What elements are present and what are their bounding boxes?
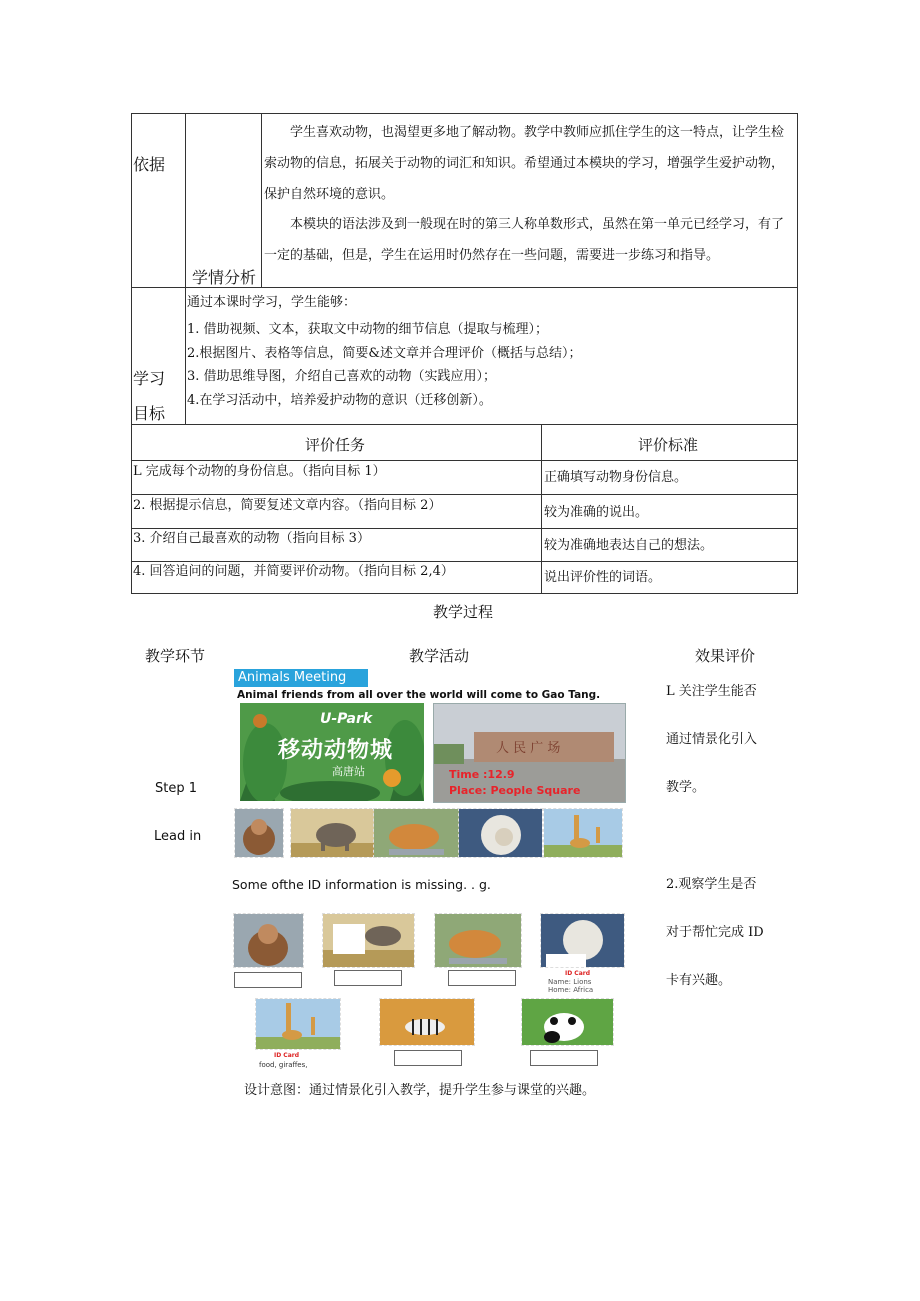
monkey-icon bbox=[235, 809, 283, 857]
animals-meeting-banner: Animals Meeting bbox=[234, 669, 368, 687]
eval-note-line: 对于帮忙完成 ID bbox=[666, 925, 764, 940]
process-title: 教学过程 bbox=[433, 603, 494, 621]
eval-note-line: L 关注学生能否 bbox=[666, 684, 757, 699]
eval-note-line: 教学。 bbox=[666, 780, 706, 795]
giraffe-icon bbox=[256, 999, 340, 1049]
id-answer-box[interactable] bbox=[394, 1050, 462, 1066]
lion-image bbox=[540, 913, 625, 968]
elephant-icon bbox=[291, 809, 376, 857]
id-answer-box[interactable] bbox=[234, 972, 302, 988]
panda-icon bbox=[522, 999, 613, 1045]
id-answer-box[interactable] bbox=[530, 1050, 598, 1066]
elephant-image bbox=[322, 913, 415, 968]
slide2-caption: Some ofthe ID information is missing. . g. bbox=[232, 877, 491, 892]
step-number: Step 1 bbox=[155, 781, 198, 796]
poster-subtitle: 高唐站 bbox=[332, 765, 365, 778]
col-eval-header: 效果评价 bbox=[695, 647, 756, 665]
plaza-sign: 人 民 广 场 bbox=[496, 741, 561, 756]
tiger-image bbox=[373, 808, 460, 858]
zebra-image bbox=[379, 998, 475, 1046]
goal-item: 1. 借助视频、文本，获取文中动物的细节信息（提取与梳理）； bbox=[187, 322, 549, 337]
place-label: Place: People Square bbox=[449, 784, 581, 797]
eval-standard-cell: 较为准确的说出。 bbox=[544, 505, 649, 520]
eval-task-cell: L 完成每个动物的身份信息。（指向目标 1） bbox=[133, 464, 386, 479]
goals-label-line1: 学习 bbox=[133, 369, 166, 388]
eval-standard-header: 评价标准 bbox=[638, 436, 699, 454]
tiger-icon bbox=[435, 914, 521, 967]
elephant-image bbox=[290, 808, 377, 858]
panda-image bbox=[521, 998, 614, 1046]
time-label: Time :12.9 bbox=[449, 768, 515, 781]
goal-item: 3. 借助思维导图，介绍自己喜欢的动物（实践应用）； bbox=[187, 369, 497, 384]
giraffe-image bbox=[255, 998, 341, 1050]
goal-item: 2.根据图片、表格等信息，简要&述文章并合理评价（概括与总结）； bbox=[187, 346, 582, 361]
eval-task-cell: 2. 根据提示信息，简要复述文章内容。（指向目标 2） bbox=[133, 498, 442, 513]
step-name: Lead in bbox=[154, 829, 202, 844]
eval-note-line: 通过情景化引入 bbox=[666, 732, 758, 747]
tiger-icon bbox=[374, 809, 459, 857]
analysis-paragraph-1: 学生喜欢动物，也渴望更多地了解动物。教学中教师应抓住学生的这一特点，让学生检索动物的信息，拓展关于动物的词汇和知识。希望通过本模块的学习，增强学生爱护动物，保护自然环境的意识。 bbox=[264, 125, 785, 202]
monkey-image bbox=[233, 913, 304, 968]
id-answer-box[interactable] bbox=[334, 970, 402, 986]
elephant-icon bbox=[323, 914, 414, 967]
id-card-line: Name: Lions bbox=[548, 978, 592, 986]
tiger-image bbox=[434, 913, 522, 968]
zoo-poster-image bbox=[240, 703, 424, 801]
id-card-line: food, giraffes, bbox=[259, 1061, 308, 1069]
eval-note-line: 卡有兴趣。 bbox=[666, 973, 732, 988]
people-square-image bbox=[433, 703, 626, 803]
col-activity-header: 教学活动 bbox=[409, 647, 470, 665]
poster-brand: U-Park bbox=[320, 711, 373, 727]
goals-label-line2: 目标 bbox=[133, 404, 166, 423]
analysis-paragraph-2: 本模块的语法涉及到一般现在时的第三人称单数形式，虽然在第一单元已经学习，有了一定的基础，但是，学生在运用时仍然存在一些问题，需要进一步练习和指导。 bbox=[264, 217, 785, 263]
slide1-caption: Animal friends from all over the world will come to Gao Tang. bbox=[237, 689, 601, 701]
lion-icon bbox=[459, 809, 542, 857]
student-analysis-label: 学情分析 bbox=[192, 268, 257, 287]
basis-label: 依据 bbox=[133, 155, 166, 174]
giraffe-image bbox=[543, 808, 623, 858]
id-card-line: Home: Africa bbox=[548, 986, 594, 994]
eval-standard-cell: 正确填写动物身份信息。 bbox=[544, 470, 688, 485]
zebra-icon bbox=[380, 999, 474, 1045]
id-card-title: ID Card bbox=[274, 1052, 300, 1059]
eval-task-cell: 3. 介绍自己最喜欢的动物（指向目标 3） bbox=[133, 531, 370, 546]
goal-item: 4.在学习活动中，培养爱护动物的意识（迁移创新）。 bbox=[187, 393, 492, 408]
monkey-image bbox=[234, 808, 284, 858]
monkey-icon bbox=[234, 914, 303, 967]
eval-task-cell: 4. 回答追问的问题，并简要评价动物。（指向目标 2,4） bbox=[133, 564, 454, 579]
goals-intro: 通过本课时学习，学生能够： bbox=[187, 295, 357, 310]
eval-task-header: 评价任务 bbox=[305, 436, 366, 454]
giraffe-icon bbox=[544, 809, 622, 857]
eval-note-line: 2.观察学生是否 bbox=[666, 877, 757, 892]
lion-icon bbox=[541, 914, 624, 967]
poster-title: 移动动物城 bbox=[278, 738, 394, 763]
id-card-title: ID Card bbox=[565, 970, 591, 977]
id-answer-box[interactable] bbox=[448, 970, 516, 986]
eval-standard-cell: 较为准确地表达自己的想法。 bbox=[544, 538, 714, 553]
eval-standard-cell: 说出评价性的词语。 bbox=[544, 570, 662, 585]
col-step-header: 教学环节 bbox=[145, 647, 206, 665]
design-intent: 设计意图：通过情景化引入教学，提升学生参与课堂的兴趣。 bbox=[244, 1083, 596, 1098]
lion-image bbox=[458, 808, 543, 858]
